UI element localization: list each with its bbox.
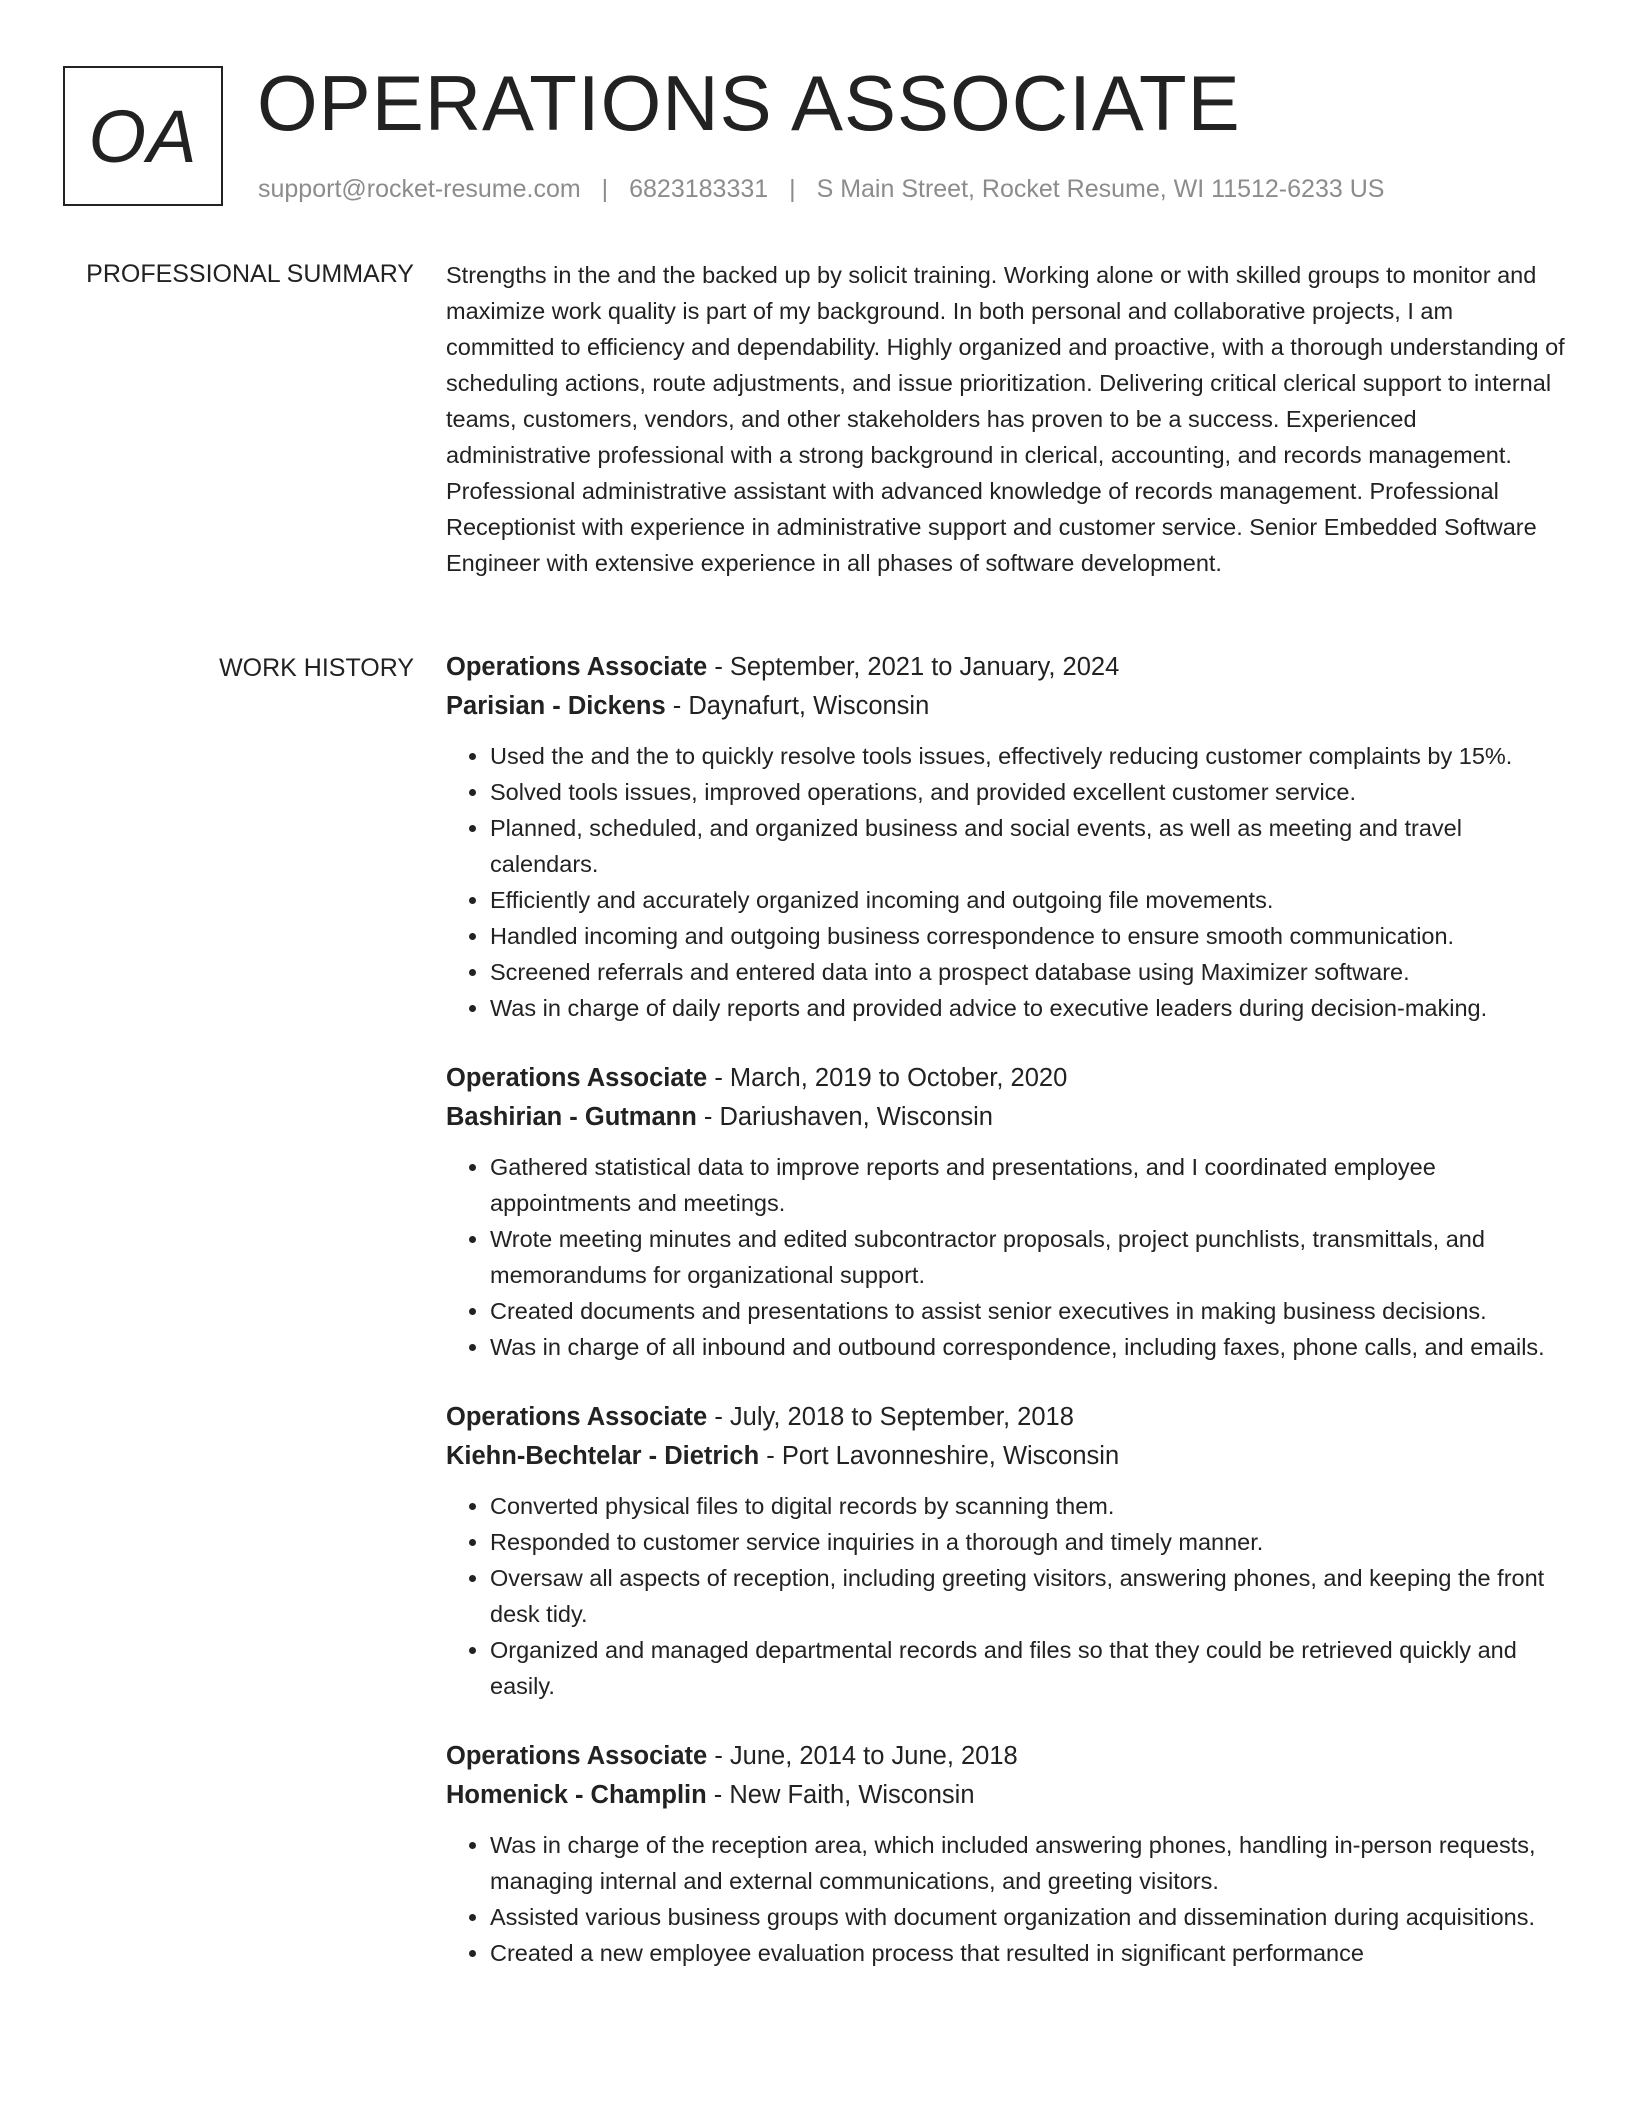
job-entry (446, 1059, 1566, 1365)
job-bullet: • Oversaw all aspects of reception, including greeting visitors, answering phones, and keeping the front desk tidy. (490, 1560, 1566, 1632)
job-location: - Port Lavonneshire, Wisconsin (759, 1442, 1120, 1470)
job-company-line (446, 1776, 1566, 1815)
job-bullet: • Was in charge of all inbound and outbound correspondence, including faxes, phone calls, and emails. (490, 1329, 1566, 1365)
contact-separator: | (789, 175, 796, 203)
job-bullet: • Created a new employee evaluation process that resulted in significant performance (490, 1935, 1566, 1971)
job-bullet: • Assisted various business groups with document organization and dissemination during acquisitions. (490, 1899, 1566, 1935)
job-bullet-list (446, 1149, 1566, 1365)
job-bullet: • Handled incoming and outgoing business correspondence to ensure smooth communication. (490, 918, 1566, 954)
job-company: Kiehn-Bechtelar - Dietrich (446, 1442, 760, 1470)
job-location: - Daynafurt, Wisconsin (665, 692, 930, 720)
work-history-section (446, 648, 1566, 2004)
job-title: Operations Associate (446, 1403, 708, 1431)
job-bullet: • Used the and the to quickly resolve tools issues, effectively reducing customer complaints by 15%. (490, 738, 1566, 774)
job-title-line (446, 1737, 1566, 1776)
contact-address: S Main Street, Rocket Resume, WI 11512-6233 US (816, 175, 1385, 203)
monogram-box (63, 66, 223, 206)
job-dates: - July, 2018 to September, 2018 (707, 1403, 1074, 1431)
job-bullet: • Wrote meeting minutes and edited subcontractor proposals, project punchlists, transmittals, and memorandums for organizational support. (490, 1221, 1566, 1293)
job-bullet: • Planned, scheduled, and organized business and social events, as well as meeting and travel calendars. (490, 810, 1566, 882)
job-title: Operations Associate (446, 1742, 708, 1770)
job-title: Operations Associate (446, 1064, 708, 1092)
job-company: Homenick - Champlin (446, 1781, 707, 1809)
job-bullet-list (446, 1488, 1566, 1704)
section-label-summary: PROFESSIONAL SUMMARY (86, 260, 414, 288)
job-entry (446, 648, 1566, 1026)
job-bullet: • Efficiently and accurately organized incoming and outgoing file movements. (490, 882, 1566, 918)
contact-phone[interactable]: 6823183331 (629, 175, 769, 203)
job-bullet: • Responded to customer service inquiries in a thorough and timely manner. (490, 1524, 1566, 1560)
section-label-work-history: WORK HISTORY (219, 654, 414, 682)
job-bullet: • Organized and managed departmental records and files so that they could be retrieved quickly and easily. (490, 1632, 1566, 1704)
job-company: Bashirian - Gutmann (446, 1103, 697, 1131)
job-dates: - June, 2014 to June, 2018 (707, 1742, 1018, 1770)
job-bullet: • Solved tools issues, improved operations, and provided excellent customer service. (490, 774, 1566, 810)
summary-section (446, 257, 1566, 581)
contact-separator: | (601, 175, 609, 203)
job-bullet: • Screened referrals and entered data into a prospect database using Maximizer software. (490, 954, 1566, 990)
job-title-line (446, 1059, 1566, 1098)
job-bullet: • Gathered statistical data to improve reports and presentations, and I coordinated employee appointments and meetings. (490, 1149, 1566, 1221)
contact-line (258, 173, 1384, 205)
job-bullet-list (446, 738, 1566, 1026)
job-title: Operations Associate (446, 653, 708, 681)
job-location: - New Faith, Wisconsin (706, 1781, 975, 1809)
job-title-line (446, 1398, 1566, 1437)
job-bullet: • Converted physical files to digital records by scanning them. (490, 1488, 1566, 1524)
job-company-line (446, 687, 1566, 726)
job-bullet: • Was in charge of daily reports and provided advice to executive leaders during decision-making. (490, 990, 1566, 1026)
contact-email[interactable]: support@rocket-resume.com (258, 175, 581, 203)
job-title-line (446, 648, 1566, 687)
job-dates: - September, 2021 to January, 2024 (707, 653, 1120, 681)
job-location: - Dariushaven, Wisconsin (696, 1103, 993, 1131)
job-dates: - March, 2019 to October, 2020 (707, 1064, 1068, 1092)
job-bullet: • Was in charge of the reception area, which included answering phones, handling in-person requests, managing internal and external communications, and greeting visitors. (490, 1827, 1566, 1899)
job-bullet-list (446, 1827, 1566, 1971)
job-company-line (446, 1098, 1566, 1137)
job-entry (446, 1737, 1566, 1971)
job-entry (446, 1398, 1566, 1704)
resume-title: OPERATIONS ASSOCIATE (257, 59, 1241, 147)
job-bullet: • Created documents and presentations to assist senior executives in making business decisions. (490, 1293, 1566, 1329)
job-company-line (446, 1437, 1566, 1476)
job-company: Parisian - Dickens (446, 692, 666, 720)
monogram: OA (88, 94, 198, 178)
summary-text: Strengths in the and the backed up by solicit training. Working alone or with skilled groups to monitor and maximize work quality is part of my background. In both personal and collaborative projects, I am committed to efficiency and dependability. Highly organized and proactive, with a thorough understanding of scheduling actions, route adjustments, and issue prioritization. Delivering critical clerical support to internal teams, customers, vendors, and other stakeholders has proven to be a success. Experienced administrative professional with a strong background in clerical, accounting, and records management. Professional administrative assistant with advanced knowledge of records management. Professional Receptionist with experience in administrative support and customer service. Senior Embedded Software Engineer with extensive experience in all phases of software development. (446, 262, 1565, 576)
